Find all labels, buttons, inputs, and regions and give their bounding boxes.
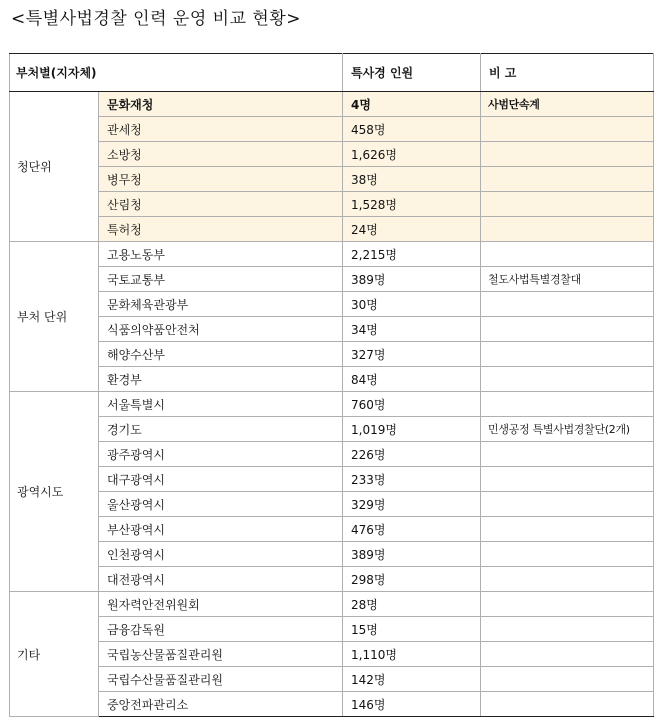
remarks-cell bbox=[481, 192, 654, 217]
remarks-cell bbox=[481, 667, 654, 692]
staff-count-cell: 38명 bbox=[343, 167, 481, 192]
staff-count-cell: 476명 bbox=[343, 517, 481, 542]
staff-count-cell: 146명 bbox=[343, 692, 481, 717]
staff-count-cell: 458명 bbox=[343, 117, 481, 142]
category-cell: 부처 단위 bbox=[10, 242, 99, 392]
agency-cell: 국립농산물품질관리원 bbox=[99, 642, 343, 667]
remarks-cell bbox=[481, 342, 654, 367]
staff-count-cell: 28명 bbox=[343, 592, 481, 617]
table-row bbox=[10, 467, 654, 492]
agency-cell: 울산광역시 bbox=[99, 492, 343, 517]
table-row bbox=[10, 517, 654, 542]
remarks-cell bbox=[481, 567, 654, 592]
remarks-cell bbox=[481, 642, 654, 667]
table-row bbox=[10, 442, 654, 467]
agency-cell: 문화체육관광부 bbox=[99, 292, 343, 317]
agency-cell: 인천광역시 bbox=[99, 542, 343, 567]
table-row bbox=[10, 342, 654, 367]
remarks-cell: 철도사법특별경찰대 bbox=[481, 267, 654, 292]
staff-count-cell: 24명 bbox=[343, 217, 481, 242]
staffing-comparison-table bbox=[9, 53, 654, 717]
table-row bbox=[10, 692, 654, 717]
table-row bbox=[10, 242, 654, 267]
staff-count-cell: 30명 bbox=[343, 292, 481, 317]
remarks-cell bbox=[481, 242, 654, 267]
agency-cell: 대전광역시 bbox=[99, 567, 343, 592]
table-row bbox=[10, 217, 654, 242]
staff-count-cell: 15명 bbox=[343, 617, 481, 642]
category-cell: 기타 bbox=[10, 592, 99, 717]
table-row bbox=[10, 592, 654, 617]
agency-cell: 경기도 bbox=[99, 417, 343, 442]
table-row bbox=[10, 667, 654, 692]
table-row bbox=[10, 142, 654, 167]
agency-cell: 부산광역시 bbox=[99, 517, 343, 542]
remarks-cell: 민생공정 특별사법경찰단(2개) bbox=[481, 417, 654, 442]
staff-count-cell: 233명 bbox=[343, 467, 481, 492]
staff-count-cell: 298명 bbox=[343, 567, 481, 592]
table-row bbox=[10, 317, 654, 342]
table-row bbox=[10, 542, 654, 567]
staff-count-cell: 1,019명 bbox=[343, 417, 481, 442]
agency-cell: 해양수산부 bbox=[99, 342, 343, 367]
staff-count-cell: 1,110명 bbox=[343, 642, 481, 667]
remarks-cell bbox=[481, 317, 654, 342]
agency-cell: 광주광역시 bbox=[99, 442, 343, 467]
remarks-cell bbox=[481, 542, 654, 567]
table-row bbox=[10, 167, 654, 192]
agency-cell: 환경부 bbox=[99, 367, 343, 392]
header-staff-count: 특사경 인원 bbox=[343, 54, 481, 92]
table-body bbox=[10, 92, 654, 717]
table-row bbox=[10, 567, 654, 592]
table-row bbox=[10, 367, 654, 392]
staff-count-cell: 1,528명 bbox=[343, 192, 481, 217]
remarks-cell bbox=[481, 392, 654, 417]
remarks-cell bbox=[481, 117, 654, 142]
staff-count-cell: 84명 bbox=[343, 367, 481, 392]
agency-cell: 병무청 bbox=[99, 167, 343, 192]
agency-cell: 문화재청 bbox=[99, 92, 343, 117]
staff-count-cell: 2,215명 bbox=[343, 242, 481, 267]
agency-cell: 대구광역시 bbox=[99, 467, 343, 492]
staff-count-cell: 389명 bbox=[343, 267, 481, 292]
remarks-cell bbox=[481, 617, 654, 642]
page-title: <특별사법경찰 인력 운영 비교 현황> bbox=[11, 9, 302, 29]
table-row bbox=[10, 417, 654, 442]
remarks-cell bbox=[481, 692, 654, 717]
remarks-cell bbox=[481, 292, 654, 317]
table-row bbox=[10, 617, 654, 642]
table-row bbox=[10, 492, 654, 517]
agency-cell: 식품의약품안전처 bbox=[99, 317, 343, 342]
remarks-cell bbox=[481, 517, 654, 542]
agency-cell: 소방청 bbox=[99, 142, 343, 167]
remarks-cell bbox=[481, 467, 654, 492]
staff-count-cell: 1,626명 bbox=[343, 142, 481, 167]
staff-count-cell: 327명 bbox=[343, 342, 481, 367]
table-row bbox=[10, 642, 654, 667]
staff-count-cell: 4명 bbox=[343, 92, 481, 117]
agency-cell: 원자력안전위원회 bbox=[99, 592, 343, 617]
remarks-cell bbox=[481, 167, 654, 192]
agency-cell: 고용노동부 bbox=[99, 242, 343, 267]
remarks-cell bbox=[481, 367, 654, 392]
agency-cell: 특허청 bbox=[99, 217, 343, 242]
agency-cell: 국토교통부 bbox=[99, 267, 343, 292]
staff-count-cell: 34명 bbox=[343, 317, 481, 342]
table-row bbox=[10, 267, 654, 292]
category-cell: 광역시도 bbox=[10, 392, 99, 592]
staff-count-cell: 329명 bbox=[343, 492, 481, 517]
table-row bbox=[10, 392, 654, 417]
header-row bbox=[10, 54, 654, 92]
table-row bbox=[10, 92, 654, 117]
staff-count-cell: 760명 bbox=[343, 392, 481, 417]
remarks-cell bbox=[481, 142, 654, 167]
staff-count-cell: 142명 bbox=[343, 667, 481, 692]
table-header bbox=[10, 54, 654, 92]
remarks-cell bbox=[481, 442, 654, 467]
agency-cell: 금융감독원 bbox=[99, 617, 343, 642]
agency-cell: 국립수산물품질관리원 bbox=[99, 667, 343, 692]
header-remarks: 비 고 bbox=[481, 54, 654, 92]
remarks-cell bbox=[481, 217, 654, 242]
staff-count-cell: 389명 bbox=[343, 542, 481, 567]
category-cell: 청단위 bbox=[10, 92, 99, 242]
table-row bbox=[10, 192, 654, 217]
remarks-cell bbox=[481, 492, 654, 517]
agency-cell: 중앙전파관리소 bbox=[99, 692, 343, 717]
staff-count-cell: 226명 bbox=[343, 442, 481, 467]
agency-cell: 산림청 bbox=[99, 192, 343, 217]
agency-cell: 관세청 bbox=[99, 117, 343, 142]
remarks-cell: 사범단속계 bbox=[481, 92, 654, 117]
table-row bbox=[10, 117, 654, 142]
header-department: 부처별(지자체) bbox=[10, 54, 343, 92]
remarks-cell bbox=[481, 592, 654, 617]
agency-cell: 서울특별시 bbox=[99, 392, 343, 417]
table-row bbox=[10, 292, 654, 317]
